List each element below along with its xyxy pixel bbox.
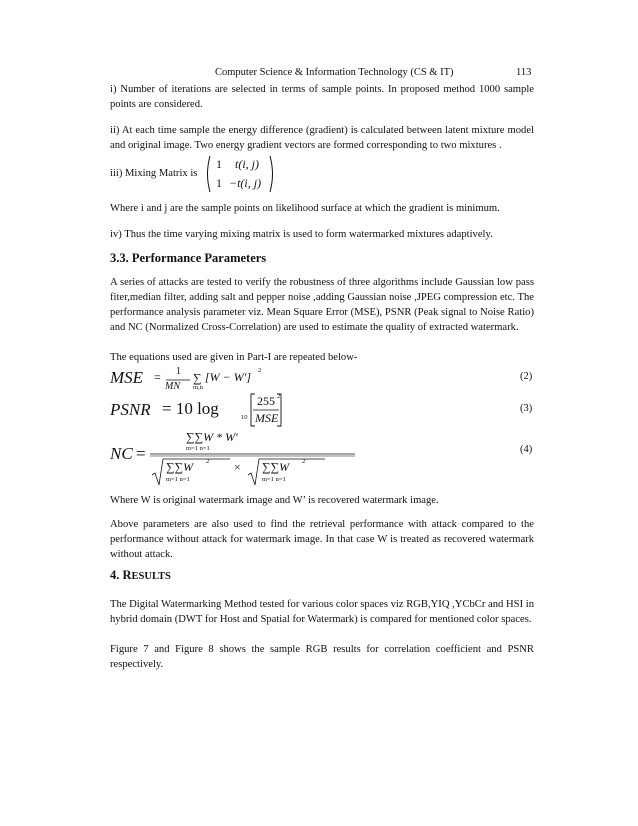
mse-equals: = bbox=[154, 370, 161, 384]
equation-psnr bbox=[110, 392, 410, 428]
section-heading-3-3: 3.3. Performance Parameters bbox=[110, 251, 267, 265]
mse-sigma: ∑ bbox=[193, 371, 202, 385]
section-heading-results bbox=[110, 568, 171, 583]
page-number: 113 bbox=[516, 67, 532, 78]
matrix-r2c1: 1 bbox=[216, 176, 222, 190]
equation-number-2: (2) bbox=[520, 371, 533, 382]
paragraph-where-ij: Where i and j are the sample points on likelihood surface at which the gradient is minimum. bbox=[110, 203, 500, 214]
equation-number-3: (3) bbox=[520, 403, 533, 414]
paragraph-item-iv: iv) Thus the time varying mixing matrix is used to form watermarked mixtures adaptively. bbox=[110, 229, 493, 240]
paragraph-above-parameters: Above parameters are also used to find the retrieval performance with attack compared to the performance without attack for watermark image. In that case W is treated as recovered watermark without attack. bbox=[110, 519, 534, 560]
mse-numerator: 1 bbox=[176, 366, 181, 377]
nc-equals: = bbox=[136, 444, 146, 463]
nc-lhs: NC bbox=[110, 444, 133, 463]
paragraph-equations-intro: The equations used are given in Part-I are repeated below- bbox=[110, 352, 358, 363]
nc-numerator: ∑∑W * W′ bbox=[186, 430, 238, 444]
paragraph-figures: Figure 7 and Figure 8 shows the sample RGB results for correlation coefficient and PSNR respectively. bbox=[110, 644, 534, 670]
nc-den-left: ∑∑W bbox=[166, 460, 194, 474]
paragraph-item-i: i) Number of iterations are selected in terms of sample points. In proposed method 1000 sample points are considered. bbox=[110, 84, 534, 110]
paragraph-where-w: Where W is original watermark image and W’ is recovered watermark image. bbox=[110, 495, 439, 506]
psnr-eq-log: = 10 log bbox=[162, 399, 219, 418]
psnr-lhs: PSNR bbox=[110, 400, 151, 419]
mse-lhs: MSE bbox=[110, 368, 144, 387]
equation-number-4: (4) bbox=[520, 444, 533, 455]
psnr-numerator: 255 bbox=[257, 394, 275, 408]
results-heading-smallcaps: ESULTS bbox=[131, 571, 171, 582]
psnr-numerator-square: 2 bbox=[277, 393, 281, 400]
equation-nc bbox=[110, 430, 410, 490]
mse-denominator: MN bbox=[165, 381, 180, 392]
mixing-matrix bbox=[204, 154, 276, 194]
psnr-denominator: MSE bbox=[255, 411, 279, 425]
nc-den-right: ∑∑W bbox=[262, 460, 290, 474]
results-heading-initial: 4. R bbox=[110, 568, 132, 582]
mse-body: [W − W′] bbox=[205, 370, 252, 384]
paragraph-item-ii: ii) At each time sample the energy difference (gradient) is calculated between latent mixture model and original image. Two energy gradient vectors are formed corresponding to two mixtures . bbox=[110, 125, 534, 151]
matrix-r2c2: −t(i, j) bbox=[229, 176, 262, 190]
paragraph-performance: A series of attacks are tested to verify the robustness of three algorithms include Gaussian low pass fiter,median filter, adding salt and pepper noise ,adding Gaussian noise ,JPEG compression etc. The performance analysis parameter viz. Mean Square Error (MSE), PSNR (Peak signal to Noise Ratio) and NC (Normalized Cross-Correlation) are used to estimate the quality of extracted watermark. bbox=[110, 277, 534, 333]
item-iii-label: iii) Mixing Matrix is bbox=[110, 168, 198, 179]
mse-sum-sub: m,n bbox=[193, 384, 203, 391]
mse-square: 2 bbox=[258, 367, 262, 374]
paragraph-results: The Digital Watermarking Method tested for various color spaces viz RGB,YIQ ,YCbCr and HSI in hybrid domain (DWT for Host and Spatial for Watermark) is compared for mentioned color spaces. bbox=[110, 599, 534, 625]
psnr-log-base: 10 bbox=[241, 414, 248, 421]
running-header: Computer Science & Information Technology (CS & IT) bbox=[215, 67, 454, 78]
nc-den-right-square: 2 bbox=[302, 458, 306, 465]
nc-den-right-sub: m=1 n=1 bbox=[262, 476, 286, 483]
nc-den-left-square: 2 bbox=[206, 458, 210, 465]
matrix-r1c1: 1 bbox=[216, 157, 222, 171]
nc-times: × bbox=[234, 460, 241, 474]
matrix-r1c2: t(i, j) bbox=[235, 157, 259, 171]
nc-numerator-sub: m=1 n=1 bbox=[186, 445, 210, 452]
nc-den-left-sub: m=1 n=1 bbox=[166, 476, 190, 483]
